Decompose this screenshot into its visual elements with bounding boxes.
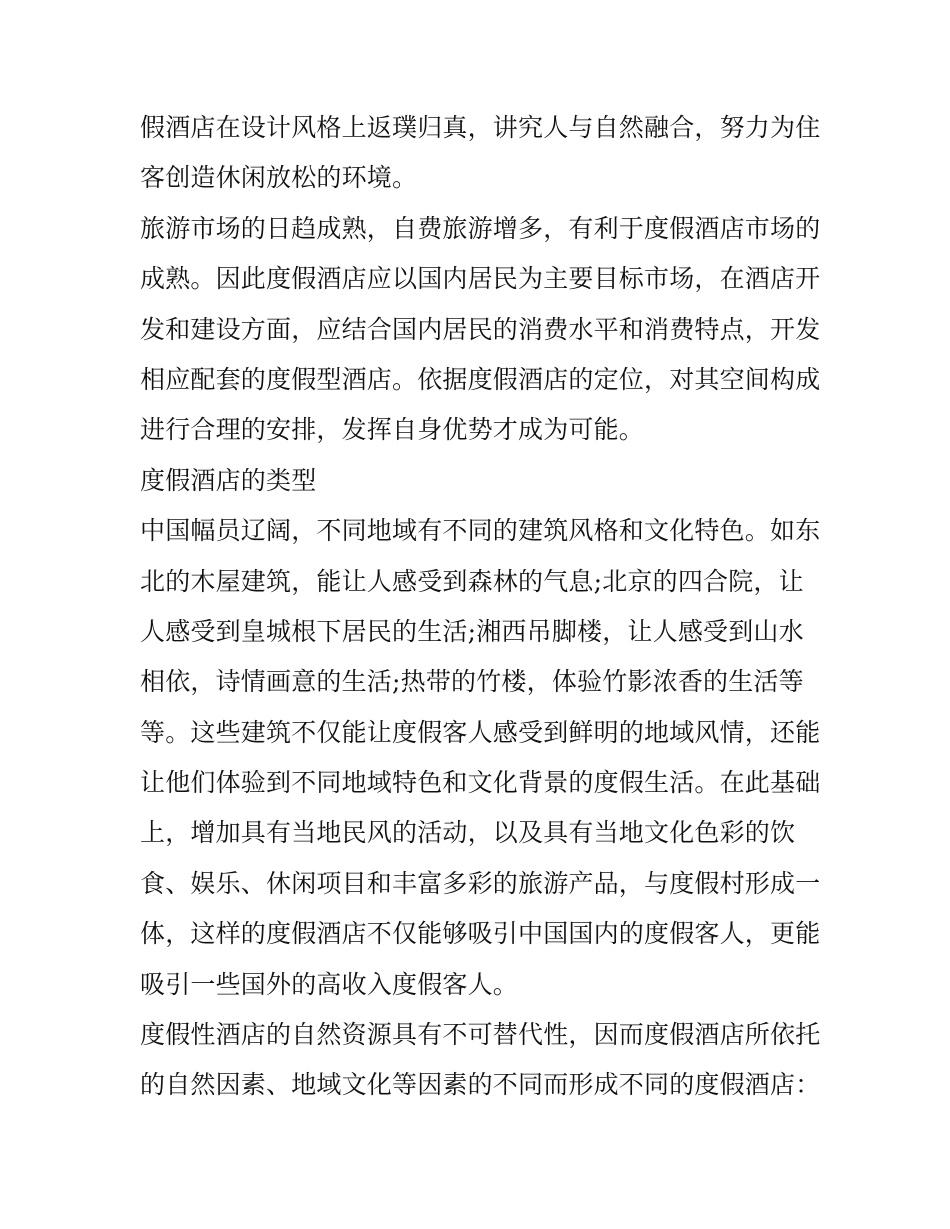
body-text: [140, 103, 821, 1111]
text-line: 让他们体验到不同地域特色和文化背景的度假生活。在此基础: [140, 768, 821, 798]
text-line: 人感受到皇城根下居民的生活;湘西吊脚楼，让人感受到山水: [140, 616, 804, 646]
text-line: 进行合理的安排，发挥自身优势才成为可能。: [140, 415, 645, 445]
text-line: 发和建设方面，应结合国内居民的消费水平和消费特点，开发: [140, 314, 821, 344]
text-line: 北的木屋建筑，能让人感受到森林的气息;北京的四合院，让: [140, 566, 804, 596]
text-line: 相应配套的度假型酒店。依据度假酒店的定位，对其空间构成: [140, 364, 821, 394]
section-heading: 度假酒店的类型: [140, 465, 317, 495]
text-line: 体，这样的度假酒店不仅能够吸引中国国内的度假客人，更能: [140, 919, 821, 949]
text-line: 中国幅员辽阔，不同地域有不同的建筑风格和文化特色。如东: [140, 516, 821, 546]
text-line: 等。这些建筑不仅能让度假客人感受到鲜明的地域风情，还能: [140, 717, 821, 747]
text-line: 上，增加具有当地民风的活动，以及具有当地文化色彩的饮: [140, 818, 796, 848]
text-line: 食、娱乐、休闲项目和丰富多彩的旅游产品，与度假村形成一: [140, 868, 821, 898]
text-line: 吸引一些国外的高收入度假客人。: [140, 969, 519, 999]
text-line: 的自然因素、地域文化等因素的不同而形成不同的度假酒店：: [140, 1070, 821, 1100]
text-line: 度假性酒店的自然资源具有不可替代性，因而度假酒店所依托: [140, 1020, 821, 1050]
text-line: 相依，诗情画意的生活;热带的竹楼，体验竹影浓香的生活等: [140, 667, 804, 697]
text-line: 客创造休闲放松的环境。: [140, 163, 418, 193]
text-line: 假酒店在设计风格上返璞归真，讲究人与自然融合，努力为住: [140, 113, 821, 142]
text-line: 旅游市场的日趋成熟，自费旅游增多，有利于度假酒店市场的: [140, 213, 821, 243]
text-line: 成熟。因此度假酒店应以国内居民为主要目标市场，在酒店开: [140, 264, 821, 294]
